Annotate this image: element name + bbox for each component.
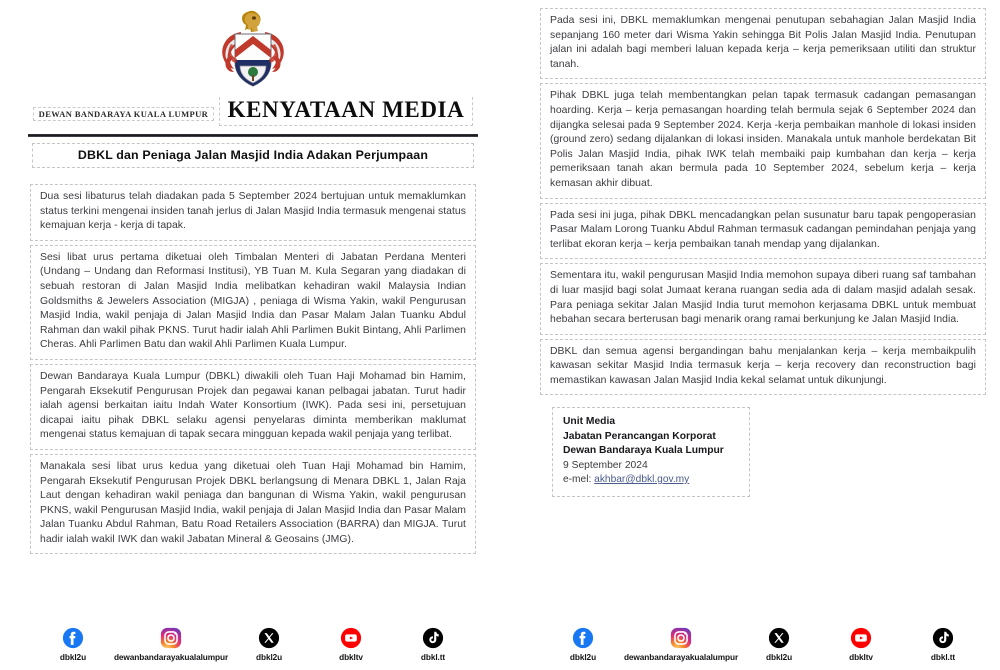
paragraph-block <box>540 83 986 198</box>
social-handle: dbkl2u <box>256 652 283 662</box>
social-handle: dewanbandarayakualalumpur <box>113 652 229 662</box>
paragraph-block <box>540 8 986 79</box>
page-title: DBKL dan Peniaga Jalan Masjid India Adakan Perjumpaan <box>77 148 429 162</box>
paragraph-text: Sesi libat urus pertama diketuai oleh Timbalan Menteri di Jabatan Perdana Menteri (Undang – Undang dan Reformasi Institusi), YB Tuan M. Kula Segaran yang diadakan di sebuah restoran di Jalan Masjid India melibatkan kehadiran wakil Malaysia Indian Goldsmiths & Jewelers Association (MIGJA) , peniaga di Wisma Yakin, wakil Pengurusan Masjid India, wakil penjaja di Jalan Masjid India dan Pasar Malam Jalan Tuanku Abdul Rahman dan wakil pihak PKNS. Turut hadir ialah Ahli Parlimen Bukit Bintang, Ahli Parlimen Cheras. Ahli Parlimen Batu dan wakil Ahli Parlimen Kuala Lumpur. <box>40 251 466 351</box>
social-handle: dbkl2u <box>569 652 597 662</box>
signature-block <box>552 407 750 496</box>
x-twitter-icon[interactable] <box>768 627 790 649</box>
tiktok-icon[interactable] <box>422 627 444 649</box>
paragraph-text: DBKL dan semua agensi bergandingan bahu menjalankan kerja – kerja membaikpulih kawasan sekitar Masjid India termasuk kerja – kerja recovery dan reconstruction bagi memastikan kawasan Jalan Masjid India kekal selamat untuk dikunjungi. <box>550 345 976 386</box>
social-item-x[interactable] <box>738 627 820 662</box>
tiktok-icon[interactable] <box>932 627 954 649</box>
social-item-youtube[interactable] <box>820 627 902 662</box>
social-item-tiktok[interactable] <box>392 627 474 662</box>
facebook-icon[interactable] <box>62 627 84 649</box>
paragraph-text: Sementara itu, wakil pengurusan Masjid India memohon supaya diberi ruang saf tambahan di luar masjid bagi solat Jumaat kerana ruangan sedia ada di dalam masjid adalah sesak. Para peniaga sekitar Jalan Masjid India turut memohon kerjasama DBKL untuk membuat hebahan secara berterusan bagi menarik orang ramai berkunjung ke Jalan Masjid India. <box>550 270 976 326</box>
press-release-page-1 <box>18 0 488 670</box>
signature-department: Jabatan Perancangan Korporat <box>563 430 716 442</box>
social-handle: dbkltv <box>849 652 873 662</box>
email-label: e-mel: <box>563 474 592 486</box>
social-handle: dbkltv <box>339 652 363 662</box>
signature-date: 9 September 2024 <box>563 459 648 471</box>
social-item-instagram[interactable] <box>624 627 738 662</box>
social-handle: dewanbandarayakualalumpur <box>623 652 739 662</box>
paragraph-text: Pada sesi ini, DBKL memaklumkan mengenai penutupan sebahagian Jalan Masjid India sepanjang 160 meter dari Wisma Yakin sehingga Bit Polis Jalan Masjid India. Penutupan jalan ini adalah bagi memberi laluan kepada kerja – kerja pemeriksaan utiliti dan struktur tanah. <box>550 15 976 70</box>
paragraph-block <box>540 263 986 334</box>
x-twitter-icon[interactable] <box>258 627 280 649</box>
paragraph-block <box>540 203 986 260</box>
organization-name: DEWAN BANDARAYA KUALA LUMPUR <box>33 107 215 121</box>
masthead <box>18 0 488 137</box>
instagram-icon[interactable] <box>160 627 182 649</box>
paragraph-text: Dua sesi libaturus telah diadakan pada 5 September 2024 bertujuan untuk memaklumkan status terkini mengenai insiden tanah jerlus di Jalan Masjid India termasuk mengenai status kemajuan kerja - kerja di tapak. <box>40 191 466 232</box>
signature-organization: Dewan Bandaraya Kuala Lumpur <box>563 445 724 457</box>
youtube-icon[interactable] <box>850 627 872 649</box>
social-item-instagram[interactable] <box>114 627 228 662</box>
social-item-facebook[interactable] <box>542 627 624 662</box>
social-item-youtube[interactable] <box>310 627 392 662</box>
body-left <box>18 174 488 554</box>
paragraph-text: Dewan Bandaraya Kuala Lumpur (DBKL) diwakili oleh Tuan Haji Mohamad bin Hamim, Pengarah Eksekutif Pengurusan Projek dan pegawai kanan pelbagai jabatan. Turut hadir ialah agensi berkaitan iaitu Indah Water Konsortium (IWK). Pada sesi ini, persetujuan dicapai iaitu pihak DBKL selaku agensi penyelaras diminta memberikan maklumat mengenai status kemajuan di tapak secara mingguan kepada wakil penjaja yang terlibat. <box>40 370 466 441</box>
paragraph-block <box>30 364 476 450</box>
social-item-tiktok[interactable] <box>902 627 984 662</box>
body-right <box>528 0 998 497</box>
paragraph-block <box>540 339 986 396</box>
paragraph-block <box>30 184 476 241</box>
social-handle: dbkl.tt <box>420 652 446 662</box>
social-handle: dbkl2u <box>766 652 793 662</box>
facebook-icon[interactable] <box>572 627 594 649</box>
social-handle: dbkl2u <box>59 652 87 662</box>
paragraph-block <box>30 245 476 360</box>
paragraph-block <box>30 454 476 555</box>
press-release-page-2 <box>528 0 998 670</box>
paragraph-text: Pada sesi ini juga, pihak DBKL mencadangkan pelan susunatur baru tapak pengoperasian Pasar Malam Lorong Tuanku Abdul Rahman termasuk cadangan pemindahan penjaja yang terlibat ekoran kerja – kerja pembaikan tanah mendap yang dijalankan. <box>550 209 976 250</box>
youtube-icon[interactable] <box>340 627 362 649</box>
social-item-facebook[interactable] <box>32 627 114 662</box>
social-item-x[interactable] <box>228 627 310 662</box>
social-handle: dbkl.tt <box>930 652 956 662</box>
instagram-icon[interactable] <box>670 627 692 649</box>
paragraph-text: Pihak DBKL juga telah membentangkan pelan tapak termasuk cadangan pemasangan hoarding. Kerja – kerja pemasangan hoarding telah bermula sejak 6 September 2024 dan dijangka selesai pada 9 September 2024. Kerja -kerja pembaikan manhole di lokasi insiden (ground zero) sedang dijalankan di lokasi insiden. Manakala untuk manhole berdekatan Bit Polis Jalan Masjid India, pihak IWK telah membaiki paip kumbahan dan kerja – kerja pemeriksaan tanah akan bermula pada 10 September 2024, sebelum kerja – kerja kemasan akhir dibuat. <box>550 90 976 189</box>
signature-email-row <box>563 473 739 487</box>
header-divider <box>28 134 478 137</box>
masthead-title: KENYATAAN MEDIA <box>219 97 474 126</box>
headline-box <box>32 143 474 168</box>
kuala-lumpur-coat-of-arms-icon <box>207 8 299 96</box>
signature-unit: Unit Media <box>563 416 616 428</box>
paragraph-text: Manakala sesi libat urus kedua yang diketuai oleh Tuan Haji Mohamad bin Hamim, Pengarah Eksekutif Pengurusan Projek DBKL berlangsung di Menara DBKL 1, Jalan Raja Laut dengan kehadiran wakil peniaga dan bangunan di Wisma Yakin, wakil pengurusan PKNS, wakil Pengurusan Masjid India, wakil penjaja di Jalan Masjid India dan Pasar Malam Jalan Tuanku Abdul Rahman, Batu Road Retailers Association (BARRA) dan MIGJA. Turut hadir ialah wakil IWK dan wakil Jabatan Mineral & Geosains (JMG). <box>40 460 466 545</box>
email-address[interactable]: akhbar@dbkl.gov.my <box>594 474 690 486</box>
social-footer <box>18 627 488 662</box>
social-footer <box>528 627 998 662</box>
